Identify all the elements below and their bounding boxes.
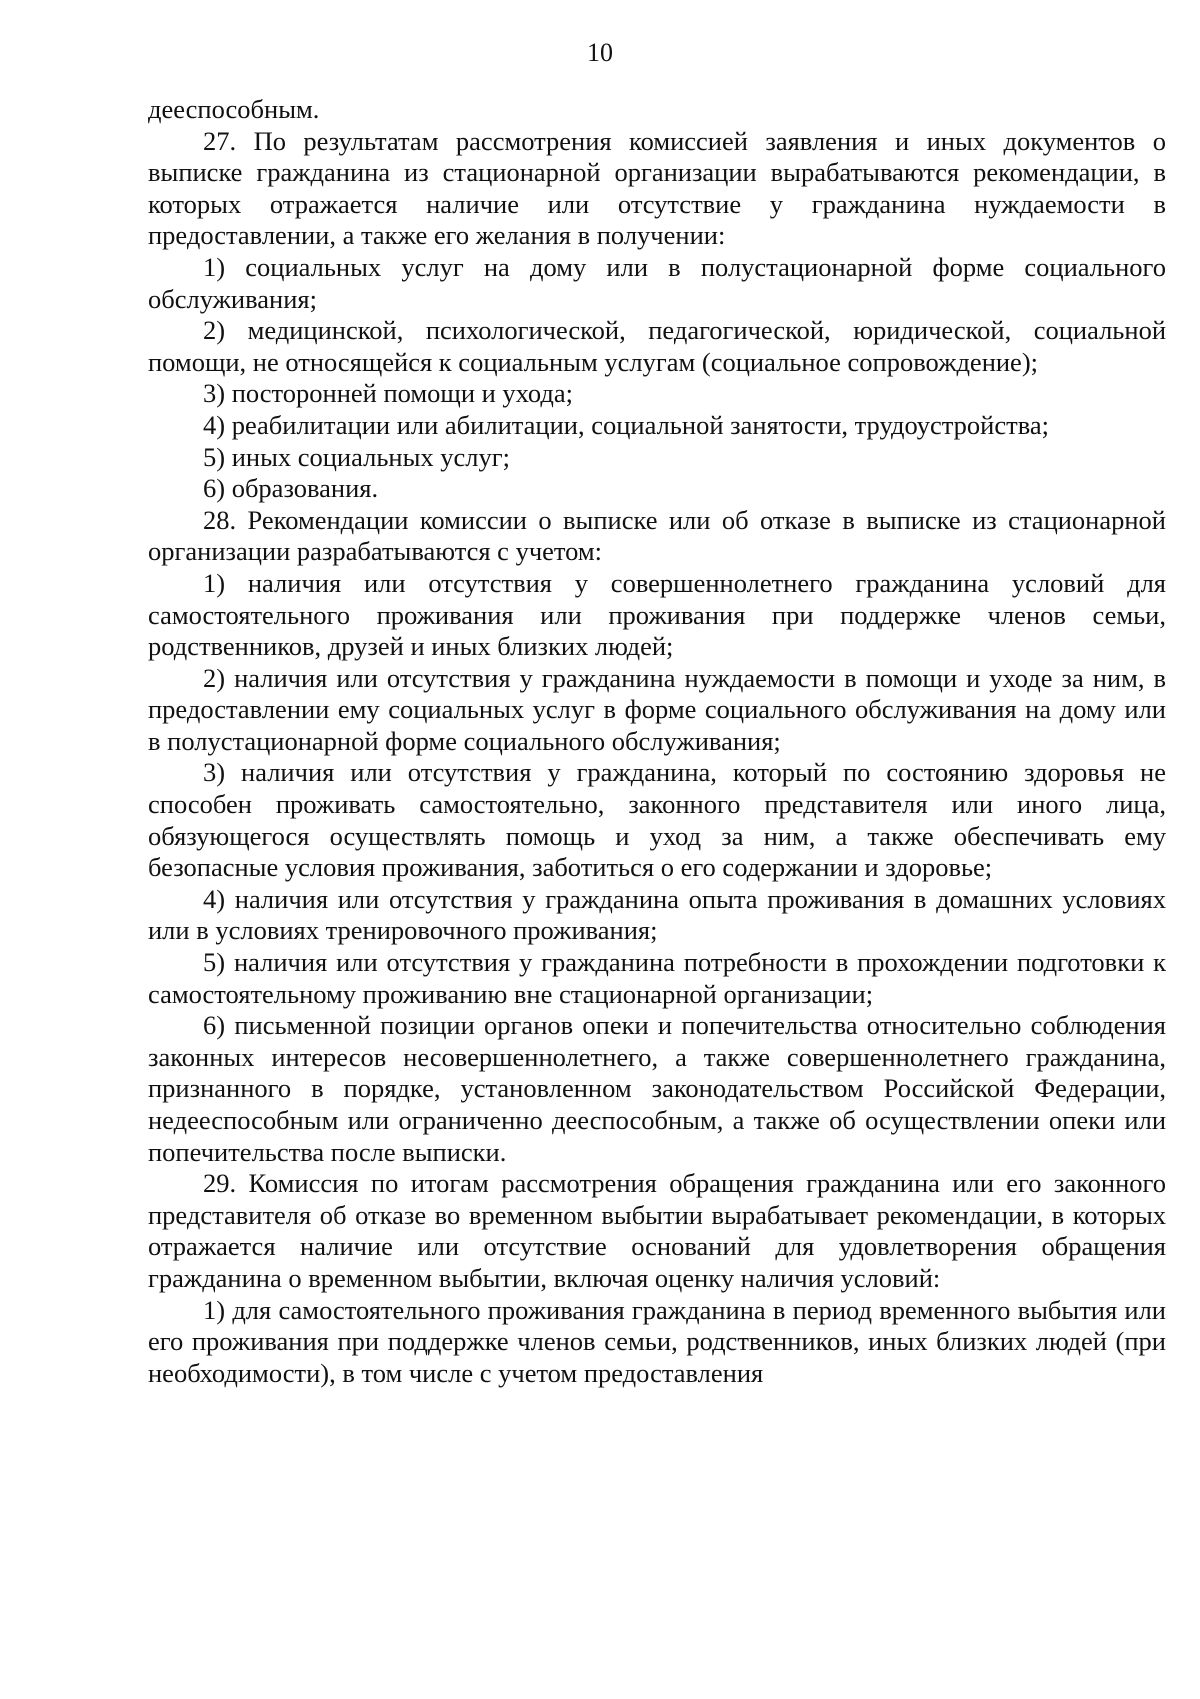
paragraph: 4) наличия или отсутствия у гражданина опыта проживания в домашних условиях или в условиях тренировочного проживания; — [148, 883, 1166, 946]
paragraph: 4) реабилитации или абилитации, социальной занятости, трудоустройства; — [203, 409, 1049, 440]
page-number: 10 — [587, 38, 613, 67]
paragraph: 2) наличия или отсутствия у гражданина нуждаемости в помощи и уходе за ним, в предоставлении ему социальных услуг в форме социального обслуживания на дому или в полустационарной форме социального обслуживания; — [148, 662, 1166, 756]
paragraph: дееспособным. — [148, 94, 320, 124]
document-body — [148, 94, 1166, 1389]
paragraph: 28. Рекомендации комиссии о выписке или об отказе в выписке из стационарной организации разрабатываются с учетом: — [148, 504, 1166, 567]
paragraph: 6) письменной позиции органов опеки и попечительства относительно соблюдения законных интересов несовершеннолетнего, а также совершеннолетнего гражданина, признанного в порядке, установленном законодательством Российской Федерации, недееспособным или ограниченно дееспособным, а также об осуществлении опеки или попечительства после выписки. — [148, 1010, 1166, 1167]
paragraph: 29. Комиссия по итогам рассмотрения обращения гражданина или его законного представителя об отказе во временном выбытии вырабатывает рекомендации, в которых отражается наличие или отсутствие оснований для удовлетворения обращения гражданина о временном выбытии, включая оценку наличия условий: — [148, 1168, 1166, 1293]
paragraph: 2) медицинской, психологической, педагогической, юридической, социальной помощи, не относящейся к социальным услугам (социальное сопровождение); — [148, 315, 1166, 377]
paragraph: 5) иных социальных услуг; — [203, 441, 511, 472]
paragraph: 1) социальных услуг на дому или в полустационарной форме социального обслуживания; — [148, 251, 1166, 314]
paragraph: 27. По результатам рассмотрения комиссией заявления и иных документов о выписке гражданина из стационарной организации вырабатываются рекомендации, в которых отражается наличие или отсутствие у гражданина нуждаемости в предоставлении, а также его желания в получении: — [148, 125, 1166, 251]
paragraph: 3) посторонней помощи и ухода; — [203, 378, 574, 409]
paragraph: 3) наличия или отсутствия у гражданина, который по состоянию здоровья не способен проживать самостоятельно, законного представителя или иного лица, обязующегося осуществлять помощь и уход за ним, а также обеспечивать ему безопасные условия проживания, заботиться о его содержании и здоровье; — [148, 757, 1166, 883]
paragraph: 1) для самостоятельного проживания гражданина в период временного выбытия или его проживания при поддержке членов семьи, родственников, иных близких людей (при необходимости), в том числе с учетом предоставления — [148, 1294, 1166, 1388]
paragraph: 6) образования. — [203, 473, 379, 504]
paragraph: 1) наличия или отсутствия у совершеннолетнего гражданина условий для самостоятельного проживания или проживания при поддержке членов семьи, родственников, друзей и иных близких людей; — [148, 567, 1166, 662]
paragraph: 5) наличия или отсутствия у гражданина потребности в прохождении подготовки к самостоятельному проживанию вне стационарной организации; — [148, 947, 1166, 1009]
